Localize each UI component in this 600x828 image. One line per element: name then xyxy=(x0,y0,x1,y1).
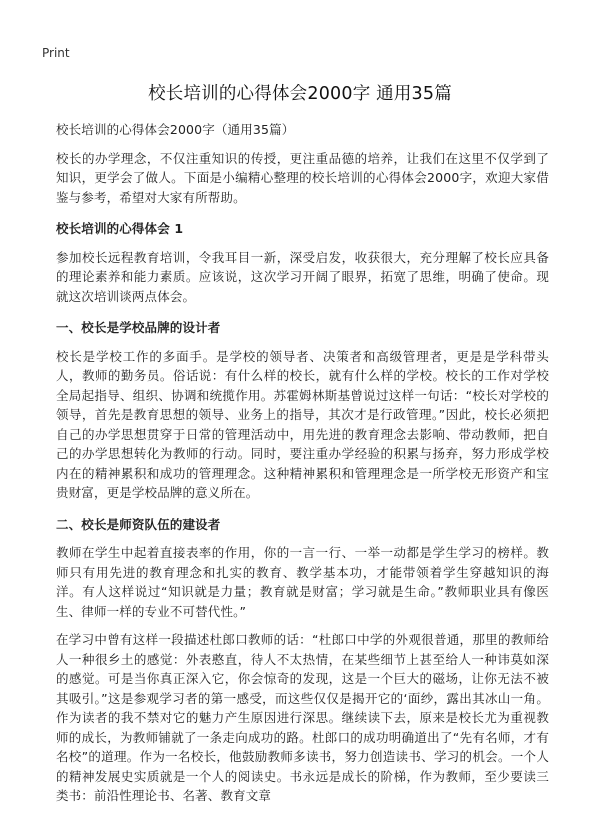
paragraph-principal-brand-designer: 校长是学校工作的多面手。是学校的领导者、决策者和高级管理者，更是是学科带头人，教师的勤务员。俗话说：有什么样的校长，就有什么样的学校。校长的工作对学校全局起指导、组织、协调和统揽作用。苏霍姆林斯基曾说过这样一句话：“校长对学校的领导，首先是教育思想的领导、业务上的指导，其次才是行政管理。”因此，校长必须把自己的办学思想贯穿于日常的管理活动中，用先进的教育理念去影响、带动教师，把自己的办学思想转化为教师的行动。同时，要注重办学经验的积累与扬弃，努力形成学校内在的精神累积和成功的管理理念。这种精神累积和管理理念是一所学校无形资产和宝贵财富，更是学校品牌的意义所在。 xyxy=(56,348,549,500)
subheading-principal-brand-designer: 一、校长是学校品牌的设计者 xyxy=(56,320,221,335)
paragraph-dulangkou-teachers: 在学习中曾有这样一段描述杜郎口教师的话：“杜郎口中学的外观很普通，那里的教师给人一种很乡土的感觉：外表憨直，待人不太热情，在某些细节上甚至给人一种讳莫如深的感觉。可是当你真正深入它，你会惊奇的发现，这是一个巨大的磁场，让你无法不被其吸引。”这是参观学习者的第一感受，而这些仅仅是揭开它的‘面纱，露出其冰山一角。作为读者的我不禁对它的魅力产生原因进行深思。继续读下去，原来是校长尤为重视教师的成长，为教师铺就了一条走向成功的路。杜郎口的成功明确道出了“先有名师，才有名校”的道理。作为一名校长，他鼓励教师多读书，努力创造读书、学习的机会。一个人的精神发展史实质就是一个人的阅读史。书永远是成长的阶梯，作为教师，至少要读三类书：前沿性理论书、名著、教育文章 xyxy=(56,632,549,803)
paragraph-teacher-role-model: 教师在学生中起着直接表率的作用，你的一言一行、一举一动都是学生学习的榜样。教师只有用先进的教育理念和扎实的教育、教学基本功，才能带领着学生穿越知识的海洋。有人这样说过“知识就是力量；教育就是财富；学习就是生命。”教师职业具有像医生、律师一样的专业不可替代性。” xyxy=(56,545,549,619)
section-1-paragraph: 参加校长远程教育培训，令我耳目一新，深受启发，收获很大，充分理解了校长应具备的理论素养和能力素质。应该说，这次学习开阔了眼界，拓宽了思维，明确了使命。现就这次培训谈两点体会。 xyxy=(56,249,549,304)
intro-paragraph: 校长的办学理念，不仅注重知识的传授，更注重品德的培养，让我们在这里不仅学到了知识，更学会了做人。下面是小编精心整理的校长培训的心得体会2000字，欢迎大家借鉴与参考，希望对大家有所帮助。 xyxy=(56,150,549,205)
article-subtitle: 校长培训的心得体会2000字（通用35篇） xyxy=(56,122,295,137)
page-title: 校长培训的心得体会2000字 通用35篇 xyxy=(148,84,452,104)
article-body xyxy=(56,120,549,815)
section-heading-1: 校长培训的心得体会 1 xyxy=(56,221,184,236)
subheading-principal-team-builder: 二、校长是师资队伍的建设者 xyxy=(56,516,221,532)
print-link[interactable]: Print xyxy=(42,46,70,60)
